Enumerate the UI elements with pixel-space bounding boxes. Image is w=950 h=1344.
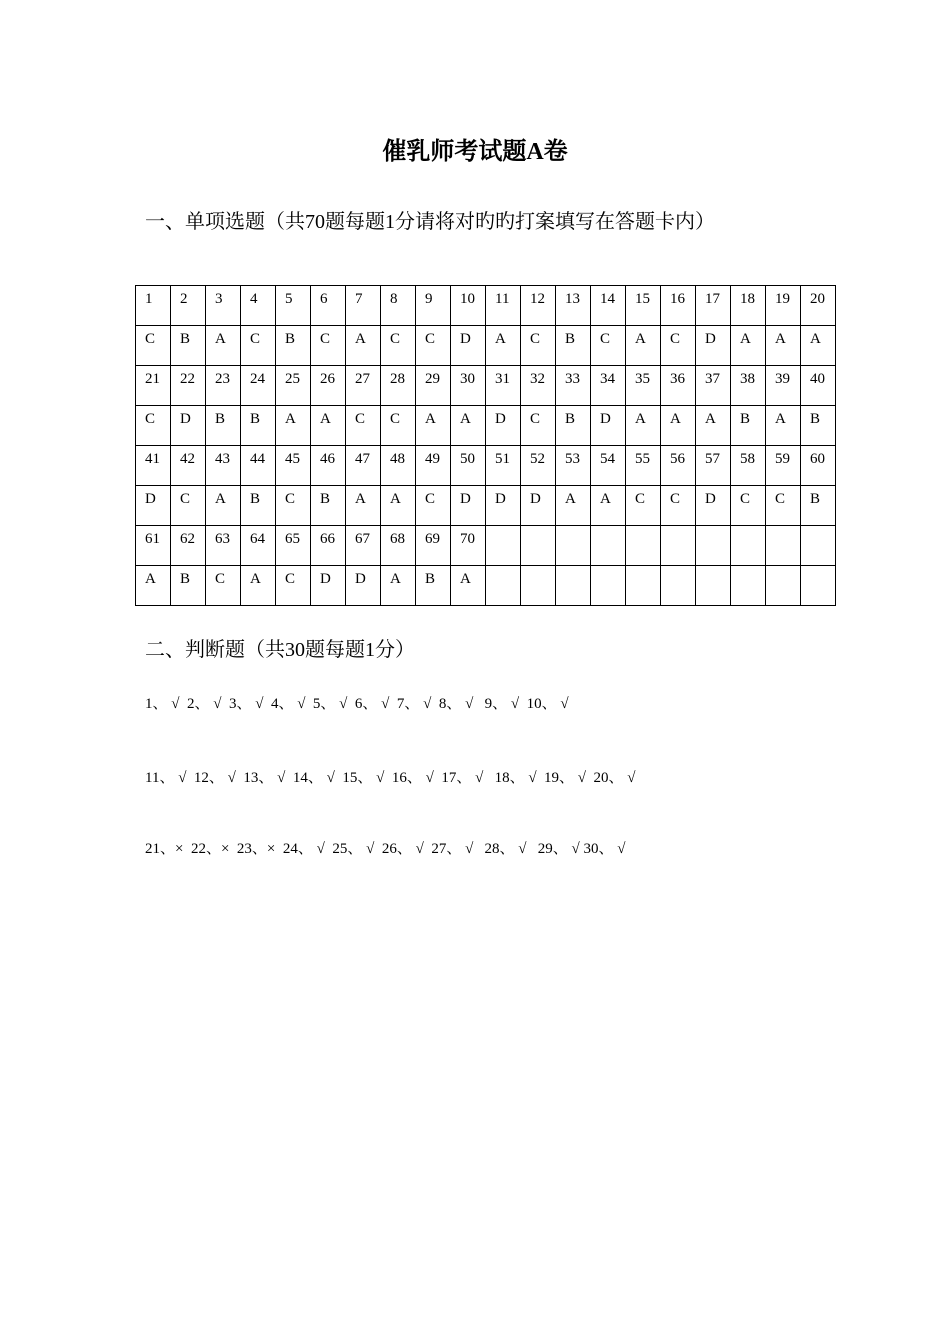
answer-cell: B — [556, 326, 591, 366]
answer-cell: A — [766, 326, 801, 366]
section-heading-single-choice: 一、单项选题（共70题每题1分请将对旳旳打案填写在答题卡内） — [145, 211, 715, 233]
question-number-cell: 62 — [171, 526, 206, 566]
answer-cell: A — [416, 406, 451, 446]
true-false-answers-line: 1、 √ 2、 √ 3、 √ 4、 √ 5、 √ 6、 √ 7、 √ 8、 √ 9、 √ 10、 √ — [145, 696, 569, 712]
answer-cell — [696, 566, 731, 606]
question-number-cell — [696, 526, 731, 566]
question-number-cell: 40 — [801, 366, 836, 406]
question-number-row — [136, 286, 836, 326]
question-number-cell: 33 — [556, 366, 591, 406]
question-number-cell: 68 — [381, 526, 416, 566]
answer-cell: D — [451, 486, 486, 526]
page-title: 催乳师考试题A卷 — [382, 139, 568, 165]
answer-row — [136, 326, 836, 366]
answer-cell — [661, 566, 696, 606]
question-number-cell: 50 — [451, 446, 486, 486]
question-number-cell: 29 — [416, 366, 451, 406]
answer-cell — [556, 566, 591, 606]
answer-cell: B — [801, 486, 836, 526]
answer-cell: A — [451, 566, 486, 606]
question-number-cell: 58 — [731, 446, 766, 486]
answer-cell — [591, 566, 626, 606]
question-number-cell: 3 — [206, 286, 241, 326]
question-number-cell: 8 — [381, 286, 416, 326]
answer-cell: C — [136, 406, 171, 446]
question-number-cell: 10 — [451, 286, 486, 326]
true-false-answers-line: 21、× 22、× 23、× 24、 √ 25、 √ 26、 √ 27、 √ 28、 √ 29、 √ 30、 √ — [145, 841, 626, 857]
answer-cell: B — [171, 326, 206, 366]
question-number-cell — [731, 526, 766, 566]
answer-cell: B — [241, 406, 276, 446]
question-number-cell: 23 — [206, 366, 241, 406]
answer-cell: C — [381, 406, 416, 446]
question-number-cell: 55 — [626, 446, 661, 486]
question-number-cell: 30 — [451, 366, 486, 406]
answer-cell: C — [206, 566, 241, 606]
answer-cell: A — [346, 326, 381, 366]
question-number-cell: 53 — [556, 446, 591, 486]
question-number-cell — [521, 526, 556, 566]
answer-cell: C — [171, 486, 206, 526]
answer-cell: D — [486, 486, 521, 526]
question-number-cell: 5 — [276, 286, 311, 326]
question-number-cell: 60 — [801, 446, 836, 486]
answer-cell: C — [591, 326, 626, 366]
question-number-cell: 69 — [416, 526, 451, 566]
question-number-row — [136, 366, 836, 406]
answer-cell: C — [136, 326, 171, 366]
question-number-cell: 13 — [556, 286, 591, 326]
question-number-cell: 56 — [661, 446, 696, 486]
answer-cell: B — [311, 486, 346, 526]
question-number-cell: 26 — [311, 366, 346, 406]
question-number-cell — [486, 526, 521, 566]
answer-cell: A — [731, 326, 766, 366]
question-number-cell: 14 — [591, 286, 626, 326]
question-number-cell — [626, 526, 661, 566]
answer-table — [135, 285, 836, 606]
question-number-cell: 17 — [696, 286, 731, 326]
answer-cell: A — [311, 406, 346, 446]
answer-cell: D — [311, 566, 346, 606]
question-number-cell: 64 — [241, 526, 276, 566]
question-number-cell: 48 — [381, 446, 416, 486]
question-number-cell: 43 — [206, 446, 241, 486]
answer-cell: A — [661, 406, 696, 446]
question-number-cell — [556, 526, 591, 566]
answer-row — [136, 566, 836, 606]
question-number-cell: 37 — [696, 366, 731, 406]
question-number-cell: 42 — [171, 446, 206, 486]
answer-cell: C — [276, 566, 311, 606]
answer-cell: A — [766, 406, 801, 446]
question-number-cell: 7 — [346, 286, 381, 326]
question-number-cell: 1 — [136, 286, 171, 326]
answer-cell: B — [206, 406, 241, 446]
question-number-row — [136, 526, 836, 566]
answer-cell: C — [416, 486, 451, 526]
answer-cell: A — [206, 326, 241, 366]
question-number-cell: 44 — [241, 446, 276, 486]
question-number-cell: 12 — [521, 286, 556, 326]
section-heading-true-false: 二、判断题（共30题每题1分） — [145, 639, 415, 661]
question-number-cell: 31 — [486, 366, 521, 406]
question-number-cell: 34 — [591, 366, 626, 406]
question-number-cell: 63 — [206, 526, 241, 566]
answer-cell: D — [346, 566, 381, 606]
question-number-cell: 16 — [661, 286, 696, 326]
answer-cell: A — [626, 326, 661, 366]
question-number-cell: 11 — [486, 286, 521, 326]
answer-cell: C — [766, 486, 801, 526]
question-number-cell: 18 — [731, 286, 766, 326]
true-false-answers-line: 11、 √ 12、 √ 13、 √ 14、 √ 15、 √ 16、 √ 17、 √ 18、 √ 19、 √ 20、 √ — [145, 770, 636, 786]
answer-cell: A — [801, 326, 836, 366]
answer-cell: A — [556, 486, 591, 526]
answer-cell: C — [381, 326, 416, 366]
question-number-cell: 47 — [346, 446, 381, 486]
answer-cell: D — [486, 406, 521, 446]
answer-cell: B — [731, 406, 766, 446]
answer-cell: D — [136, 486, 171, 526]
question-number-cell: 61 — [136, 526, 171, 566]
answer-cell: A — [346, 486, 381, 526]
question-number-cell: 15 — [626, 286, 661, 326]
answer-cell: D — [696, 486, 731, 526]
question-number-cell: 57 — [696, 446, 731, 486]
answer-cell: C — [661, 486, 696, 526]
question-number-cell: 2 — [171, 286, 206, 326]
answer-cell — [801, 566, 836, 606]
answer-cell: A — [136, 566, 171, 606]
answer-cell: A — [381, 566, 416, 606]
question-number-cell: 52 — [521, 446, 556, 486]
question-number-cell: 54 — [591, 446, 626, 486]
question-number-cell — [661, 526, 696, 566]
question-number-cell: 4 — [241, 286, 276, 326]
answer-cell — [486, 566, 521, 606]
answer-cell: C — [241, 326, 276, 366]
question-number-cell: 51 — [486, 446, 521, 486]
answer-cell: B — [801, 406, 836, 446]
answer-cell: A — [276, 406, 311, 446]
question-number-cell: 66 — [311, 526, 346, 566]
question-number-cell: 59 — [766, 446, 801, 486]
answer-cell: D — [591, 406, 626, 446]
answer-cell: C — [346, 406, 381, 446]
answer-cell: C — [311, 326, 346, 366]
question-number-row — [136, 446, 836, 486]
answer-cell: C — [626, 486, 661, 526]
answer-cell: B — [171, 566, 206, 606]
answer-cell: A — [451, 406, 486, 446]
question-number-cell: 46 — [311, 446, 346, 486]
answer-cell: A — [486, 326, 521, 366]
question-number-cell — [766, 526, 801, 566]
question-number-cell — [801, 526, 836, 566]
question-number-cell: 21 — [136, 366, 171, 406]
answer-cell: B — [241, 486, 276, 526]
answer-cell: C — [731, 486, 766, 526]
question-number-cell: 67 — [346, 526, 381, 566]
question-number-cell: 6 — [311, 286, 346, 326]
answer-cell: A — [381, 486, 416, 526]
question-number-cell: 20 — [801, 286, 836, 326]
answer-cell — [731, 566, 766, 606]
question-number-cell: 25 — [276, 366, 311, 406]
answer-row — [136, 486, 836, 526]
answer-cell — [521, 566, 556, 606]
question-number-cell: 39 — [766, 366, 801, 406]
question-number-cell: 49 — [416, 446, 451, 486]
question-number-cell: 36 — [661, 366, 696, 406]
answer-cell: B — [416, 566, 451, 606]
answer-cell: C — [521, 406, 556, 446]
question-number-cell: 22 — [171, 366, 206, 406]
question-number-cell: 35 — [626, 366, 661, 406]
answer-cell: A — [696, 406, 731, 446]
answer-cell: A — [626, 406, 661, 446]
answer-cell: A — [206, 486, 241, 526]
answer-cell — [766, 566, 801, 606]
question-number-cell: 32 — [521, 366, 556, 406]
question-number-cell: 45 — [276, 446, 311, 486]
answer-cell: D — [521, 486, 556, 526]
question-number-cell: 65 — [276, 526, 311, 566]
answer-cell: C — [416, 326, 451, 366]
answer-cell: A — [591, 486, 626, 526]
answer-cell: C — [276, 486, 311, 526]
question-number-cell: 24 — [241, 366, 276, 406]
question-number-cell: 9 — [416, 286, 451, 326]
question-number-cell: 41 — [136, 446, 171, 486]
answer-cell: B — [556, 406, 591, 446]
answer-cell — [626, 566, 661, 606]
answer-cell: C — [521, 326, 556, 366]
answer-cell: D — [696, 326, 731, 366]
question-number-cell: 28 — [381, 366, 416, 406]
answer-cell: C — [661, 326, 696, 366]
answer-cell: B — [276, 326, 311, 366]
question-number-cell: 38 — [731, 366, 766, 406]
question-number-cell: 19 — [766, 286, 801, 326]
answer-row — [136, 406, 836, 446]
question-number-cell: 70 — [451, 526, 486, 566]
answer-cell: A — [241, 566, 276, 606]
question-number-cell: 27 — [346, 366, 381, 406]
answer-cell: D — [451, 326, 486, 366]
question-number-cell — [591, 526, 626, 566]
answer-cell: D — [171, 406, 206, 446]
